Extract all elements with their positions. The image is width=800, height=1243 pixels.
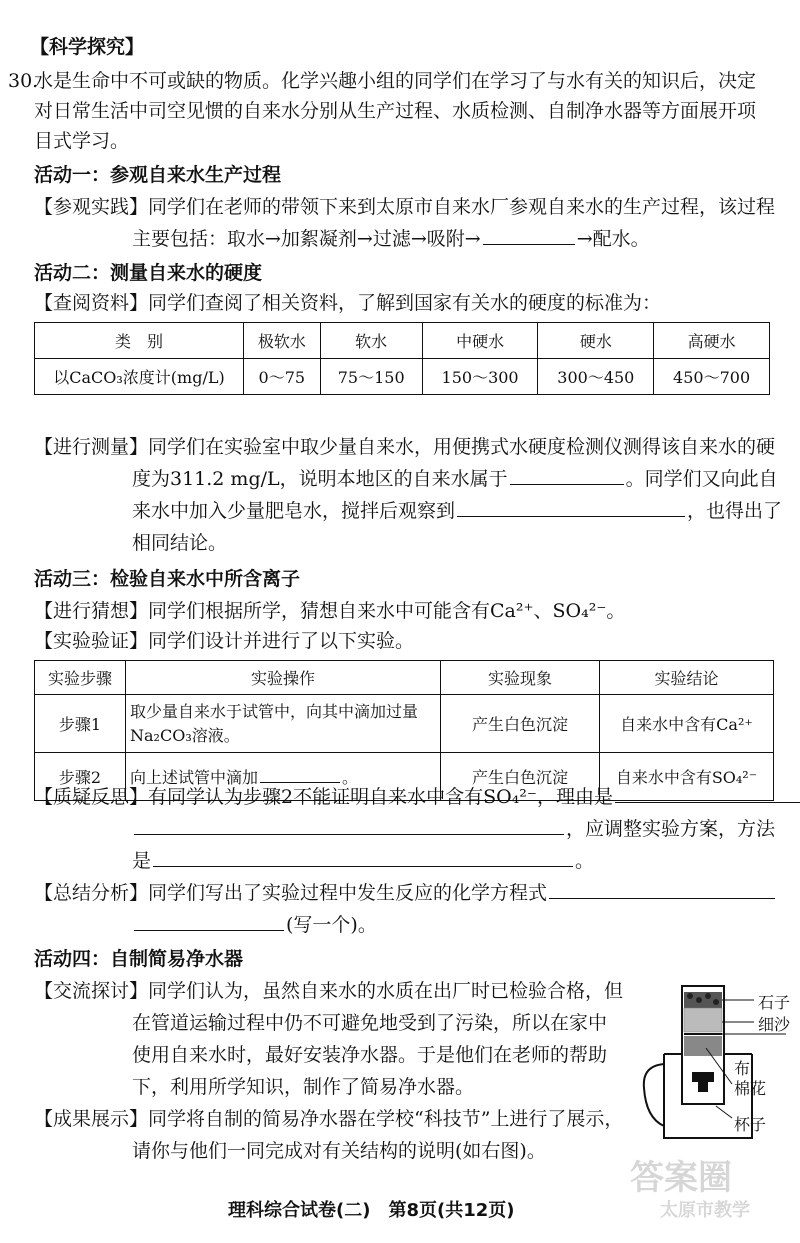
activity-1-process-end: →配水。 (576, 228, 650, 250)
intro-line-3: 目式学习。 (34, 130, 130, 152)
measure-line-2 (132, 466, 778, 492)
hardness-value-3: 150～300 (422, 359, 538, 395)
measure-text-d: ，也得出了 (687, 500, 783, 522)
reflect-text-2: ，应调整实验方案，方法 (566, 818, 776, 840)
hardness-row-label: 以CaCO₃浓度计(mg/L) (35, 359, 244, 395)
activity-1-line-1: 【参观实践】同学们在老师的带领下来到太原市自来水厂参观自来水的生产过程，该过程 (34, 196, 776, 218)
question-number: 30. (8, 70, 39, 92)
answer-blank-method[interactable] (153, 848, 573, 867)
watermark-logo: 答案圈 (630, 1158, 732, 1198)
reflect-line-1 (34, 784, 800, 810)
label-cotton: 棉花 (734, 1079, 767, 1098)
reflect-line-3 (132, 848, 594, 874)
reflect-line-2 (132, 816, 775, 842)
cotton-layer (684, 1036, 722, 1056)
answer-blank-hardness[interactable] (510, 466, 624, 485)
answer-blank-reagent[interactable] (260, 768, 340, 783)
hardness-header-5: 高硬水 (654, 323, 770, 359)
activity-1-title: 活动一：参观自来水生产过程 (34, 164, 282, 186)
exp-op-1-line-1: 取少量自来水于试管中，向其中滴加过量 (130, 701, 419, 721)
sand-layer (684, 1008, 722, 1032)
hardness-header-1: 极软水 (244, 323, 321, 359)
measure-line-4: 相同结论。 (132, 532, 228, 554)
hardness-table (34, 322, 770, 395)
answer-blank-reason-2[interactable] (134, 816, 564, 835)
reflect-text-3a: 是 (132, 850, 152, 872)
answer-blank-equation-2[interactable] (134, 912, 284, 931)
stone-layer (684, 992, 722, 1008)
verify-text: 【实验验证】同学们设计并进行了以下实验。 (34, 630, 415, 652)
summary-text-2: (写一个)。 (286, 914, 377, 936)
exp-phen-2: 产生白色沉淀 (441, 753, 600, 801)
hardness-value-1: 0～75 (244, 359, 321, 395)
label-stones: 石子 (758, 993, 791, 1012)
measure-line-3 (132, 498, 782, 524)
discuss-line-3: 使用自来水时，最好安装净水器。于是他们在老师的帮助 (132, 1044, 608, 1066)
hardness-value-4: 300～450 (538, 359, 654, 395)
watermark-sub: 太原市教学 (660, 1200, 750, 1221)
discuss-line-2: 在管道运输过程中仍不可避免地受到了污染，所以在家中 (132, 1012, 608, 1034)
label-sand: 细沙 (758, 1015, 791, 1034)
discuss-line-1: 【交流探讨】同学们认为，虽然自来水的水质在出厂时已检验合格，但 (34, 980, 624, 1002)
exp-concl-2: 自来水中含有SO₄²⁻ (600, 753, 774, 801)
exp-step-1: 步骤1 (35, 695, 126, 753)
discuss-line-4: 下，利用所学知识，制作了简易净水器。 (132, 1076, 475, 1098)
answer-blank-observation[interactable] (457, 498, 685, 517)
summary-line-1 (34, 880, 777, 906)
activity-1-line-2 (132, 226, 650, 252)
hardness-value-2: 75～150 (320, 359, 422, 395)
page-footer: 理科综合试卷(二) 第8页(共12页) (228, 1200, 515, 1221)
hardness-header-3: 中硬水 (422, 323, 538, 359)
experiment-table (34, 660, 774, 801)
hardness-header-4: 硬水 (538, 323, 654, 359)
hardness-header-category: 类 别 (35, 323, 244, 359)
show-line-1: 【成果展示】同学将自制的简易净水器在学校“科技节”上进行了展示， (34, 1108, 624, 1130)
measure-text-b: 。同学们又向此自 (625, 468, 778, 490)
section-header: 【科学探究】 (30, 36, 145, 58)
measure-text-c: 来水中加入少量肥皂水，搅拌后观察到 (132, 500, 456, 522)
exp-header-phen: 实验现象 (441, 661, 600, 695)
exp-op-2-text: 向上述试管中滴加 (130, 768, 259, 787)
guess-text: 【进行猜想】同学们根据所学，猜想自来水中可能含有Ca²⁺、SO₄²⁻。 (34, 600, 626, 622)
measure-line-1: 【进行测量】同学们在实验室中取少量自来水，用便携式水硬度检测仪测得该自来水的硬 (34, 436, 776, 458)
exp-phen-1: 产生白色沉淀 (441, 695, 600, 753)
activity-1-process-text: 主要包括：取水→加絮凝剂→过滤→吸附→ (132, 228, 481, 250)
exp-op-1-line-2: Na₂CO₃溶液。 (130, 725, 240, 745)
reflect-text-1: 【质疑反思】有同学认为步骤2不能证明自来水中含有SO₄²⁻，理由是 (34, 786, 613, 808)
activity-2-title: 活动二：测量自来水的硬度 (34, 262, 263, 284)
activity-4-title: 活动四：自制简易净水器 (34, 948, 244, 970)
lookup-text: 【查阅资料】同学们查阅了相关资料，了解到国家有关水的硬度的标准为： (34, 292, 662, 314)
exp-concl-1: 自来水中含有Ca²⁺ (600, 695, 774, 753)
answer-blank-reason-1[interactable] (615, 784, 800, 803)
intro-line-2: 对日常生活中司空见惯的自来水分别从生产过程、水质检测、自制净水器等方面展开项 (34, 100, 757, 122)
answer-blank-equation-1[interactable] (549, 880, 775, 899)
cup-handle (644, 1064, 664, 1126)
exp-op-1 (126, 695, 441, 753)
exp-step-2: 步骤2 (35, 753, 126, 801)
show-line-2: 请你与他们一同完成对有关结构的说明(如右图)。 (132, 1140, 546, 1162)
activity-3-title: 活动三：检验自来水中所含离子 (34, 568, 301, 590)
label-cup: 杯子 (734, 1115, 767, 1134)
summary-text-1: 【总结分析】同学们写出了实验过程中发生反应的化学方程式 (34, 882, 548, 904)
intro-line-1: 水是生命中不可或缺的物质。化学兴趣小组的同学们在学习了与水有关的知识后，决定 (34, 70, 757, 92)
exp-header-step: 实验步骤 (35, 661, 126, 695)
answer-blank-process[interactable] (483, 226, 575, 245)
reflect-text-3b: 。 (575, 850, 595, 872)
hardness-value-5: 450～700 (654, 359, 770, 395)
measure-text-a: 度为311.2 mg/L，说明本地区的自来水属于 (132, 468, 508, 490)
exp-header-concl: 实验结论 (600, 661, 774, 695)
exp-op-2-end: 。 (342, 768, 359, 787)
purifier-outlet (692, 1072, 714, 1082)
exp-header-op: 实验操作 (126, 661, 441, 695)
hardness-header-2: 软水 (320, 323, 422, 359)
label-cloth: 布 (734, 1059, 751, 1078)
summary-line-2 (132, 912, 377, 938)
